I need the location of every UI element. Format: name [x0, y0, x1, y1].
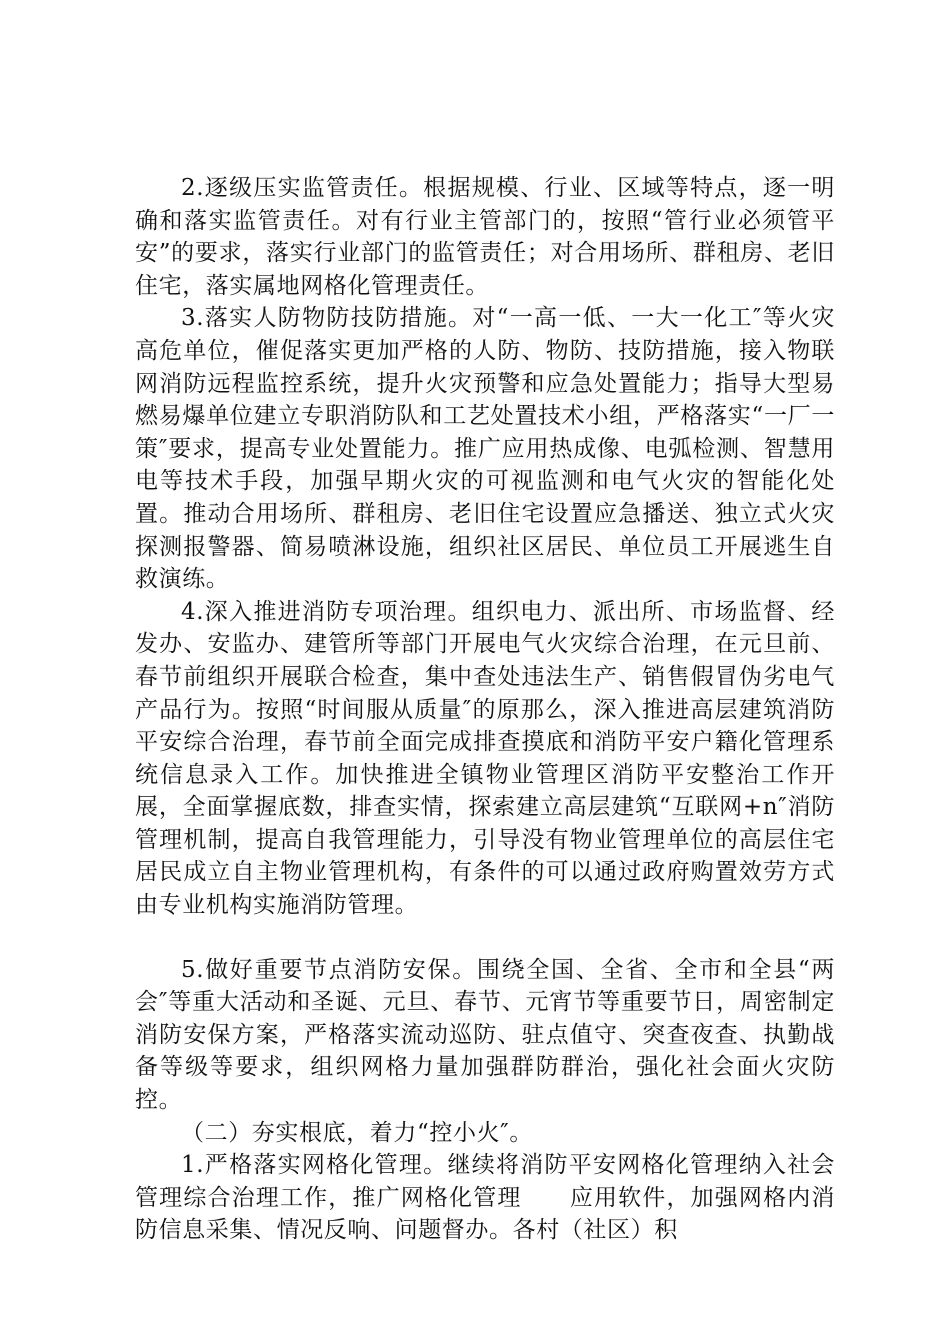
document-body	[135, 172, 835, 1247]
paragraph-key-node-security: 5.做好重要节点消防安保。围绕全国、全省、全市和全县“两会″等重大活动和圣诞、元旦、春节、元宵节等重要节日，周密制定消防安保方案，严格落实流动巡防、驻点值守、突查夜查、执勤战备等级等要求，组织网格力量加强群防群治，强化社会面火灾防控。	[135, 956, 835, 1114]
paragraph-special-governance: 4.深入推进消防专项治理。组织电力、派出所、市场监督、经发办、安监办、建管所等部门开展电气火灾综合治理，在元旦前、春节前组织开展联合检查，集中查处违法生产、销售假冒伪劣电气产品行为。按照“时间服从质量″的原那么，深入推进高层建筑消防平安综合治理，春节前全面完成排查摸底和消防平安户籍化管理系统信息录入工作。加快推进全镇物业管理区消防平安整治工作开展，全面掌握底数，排查实情，探索建立高层建筑“互联网+n″消防管理机制，提高自我管理能力，引导没有物业管理单位的高层住宅居民成立自主物业管理机构，有条件的可以通过政府购置效劳方式由专业机构实施消防管理。	[135, 598, 835, 919]
paragraph-grid-management: 1.严格落实网格化管理。继续将消防平安网格化管理纳入社会管理综合治理工作，推广网格化管理 应用软件，加强网格内消防信息采集、情况反响、问题督办。各村（社区）积	[135, 1152, 835, 1244]
paragraph-protection-measures: 3.落实人防物防技防措施。对“一高一低、一大一化工″等火灾高危单位，催促落实更加严格的人防、物防、技防措施，接入物联网消防远程监控系统，提升火灾预警和应急处置能力；指导大型易燃易爆单位建立专职消防队和工艺处置技术小组，严格落实“一厂一策″要求，提高专业处置能力。推广应用热成像、电弧检测、智慧用电等技术手段，加强早期火灾的可视监测和电气火灾的智能化处置。推动合用场所、群租房、老旧住宅设置应急播送、独立式火灾探测报警器、简易喷淋设施，组织社区居民、单位员工开展逃生自救演练。	[135, 305, 835, 593]
paragraph-supervision-responsibility: 2.逐级压实监管责任。根据规模、行业、区域等特点，逐一明确和落实监管责任。对有行业主管部门的，按照“管行业必须管平安”的要求，落实行业部门的监管责任；对合用场所、群租房、老旧住宅，落实属地网格化管理责任。	[135, 175, 835, 299]
section-heading-control-small-fires: （二）夯实根底，着力“控小火″。	[181, 1119, 533, 1146]
